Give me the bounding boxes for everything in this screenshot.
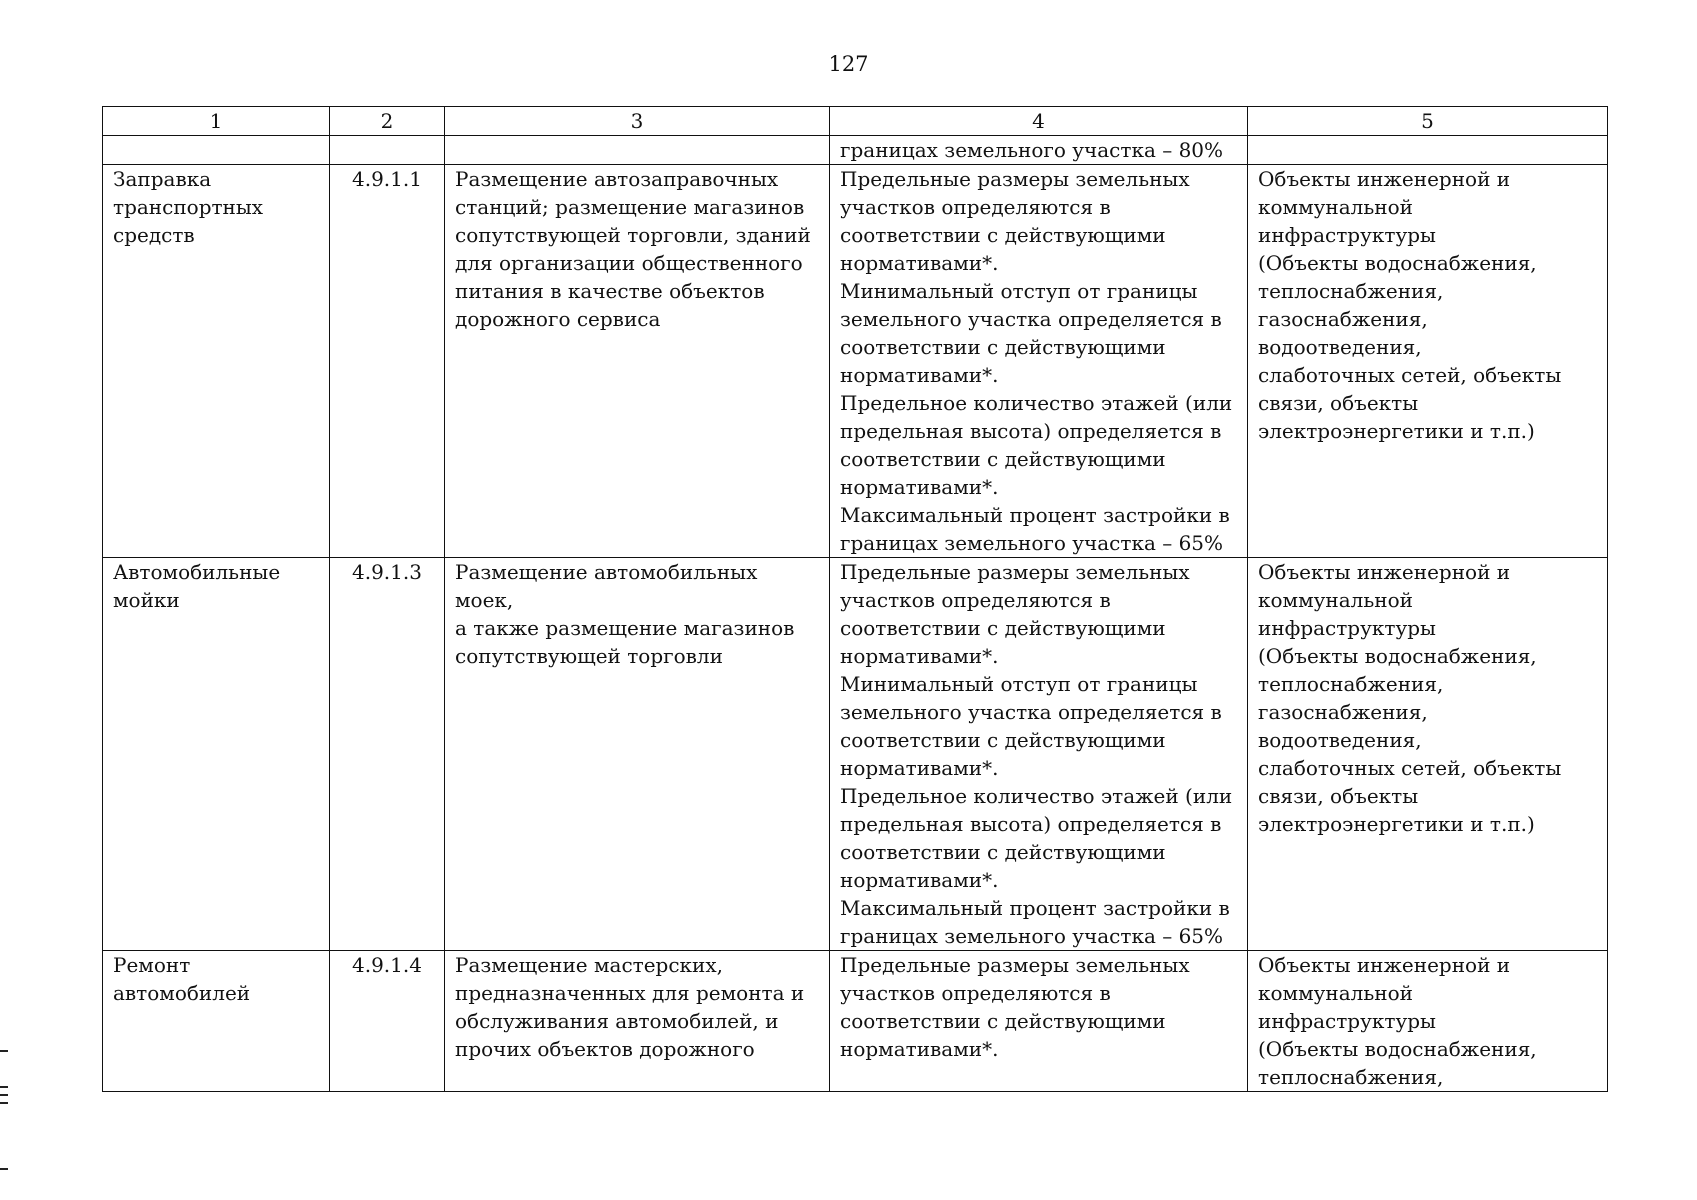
cell-description: Размещение автозаправочных станций; размещение магазинов сопутствующей торговли, зданий для организации общественного питания в качестве объектов дорожного сервиса xyxy=(445,165,830,558)
cell-code: 4.9.1.4 xyxy=(330,951,445,1092)
header-col-2: 2 xyxy=(330,107,445,136)
table-row-car-repair xyxy=(103,951,1608,1092)
header-col-3: 3 xyxy=(445,107,830,136)
cell-facilities: Объекты инженерной и коммунальной инфраструктуры (Объекты водоснабжения, теплоснабжения, xyxy=(1248,951,1608,1092)
table-row-vehicle-fueling xyxy=(103,165,1608,558)
table-row-continuation xyxy=(103,136,1608,165)
header-col-1: 1 xyxy=(103,107,330,136)
cell-parameters: границах земельного участка – 80% xyxy=(830,136,1248,165)
cell-parameters: Предельные размеры земельных участков определяются в соответствии с действующими нормативами*. Минимальный отступ от границы земельного участка определяется в соответствии с действующими нормативами*. Предельное количество этажей (или предельная высота) определяется в соответствии с действующими нормативами*. Максимальный процент застройки в границах земельного участка – 65% xyxy=(830,558,1248,951)
cell-name: Заправка транспортных средств xyxy=(103,165,330,558)
cell-name: Ремонт автомобилей xyxy=(103,951,330,1092)
cell-parameters: Предельные размеры земельных участков определяются в соответствии с действующими нормативами*. xyxy=(830,951,1248,1092)
cell-description xyxy=(445,136,830,165)
cell-name: Автомобильные мойки xyxy=(103,558,330,951)
cell-code: 4.9.1.3 xyxy=(330,558,445,951)
cell-description: Размещение мастерских, предназначенных для ремонта и обслуживания автомобилей, и прочих объектов дорожного xyxy=(445,951,830,1092)
table-header-row xyxy=(103,107,1608,136)
cell-code: 4.9.1.1 xyxy=(330,165,445,558)
cell-facilities xyxy=(1248,136,1608,165)
scan-edge-marks xyxy=(0,1050,10,1180)
table-row-car-wash xyxy=(103,558,1608,951)
cell-parameters: Предельные размеры земельных участков определяются в соответствии с действующими нормативами*. Минимальный отступ от границы земельного участка определяется в соответствии с действующими нормативами*. Предельное количество этажей (или предельная высота) определяется в соответствии с действующими нормативами*. Максимальный процент застройки в границах земельного участка – 65% xyxy=(830,165,1248,558)
header-col-4: 4 xyxy=(830,107,1248,136)
page-number: 127 xyxy=(828,52,869,76)
zoning-table xyxy=(102,106,1608,1092)
cell-description: Размещение автомобильных моек, а также размещение магазинов сопутствующей торговли xyxy=(445,558,830,951)
cell-facilities: Объекты инженерной и коммунальной инфраструктуры (Объекты водоснабжения, теплоснабжения, газоснабжения, водоотведения, слаботочных сетей, объекты связи, объекты электроэнергетики и т.п.) xyxy=(1248,558,1608,951)
header-col-5: 5 xyxy=(1248,107,1608,136)
cell-name xyxy=(103,136,330,165)
cell-code xyxy=(330,136,445,165)
cell-facilities: Объекты инженерной и коммунальной инфраструктуры (Объекты водоснабжения, теплоснабжения, газоснабжения, водоотведения, слаботочных сетей, объекты связи, объекты электроэнергетики и т.п.) xyxy=(1248,165,1608,558)
